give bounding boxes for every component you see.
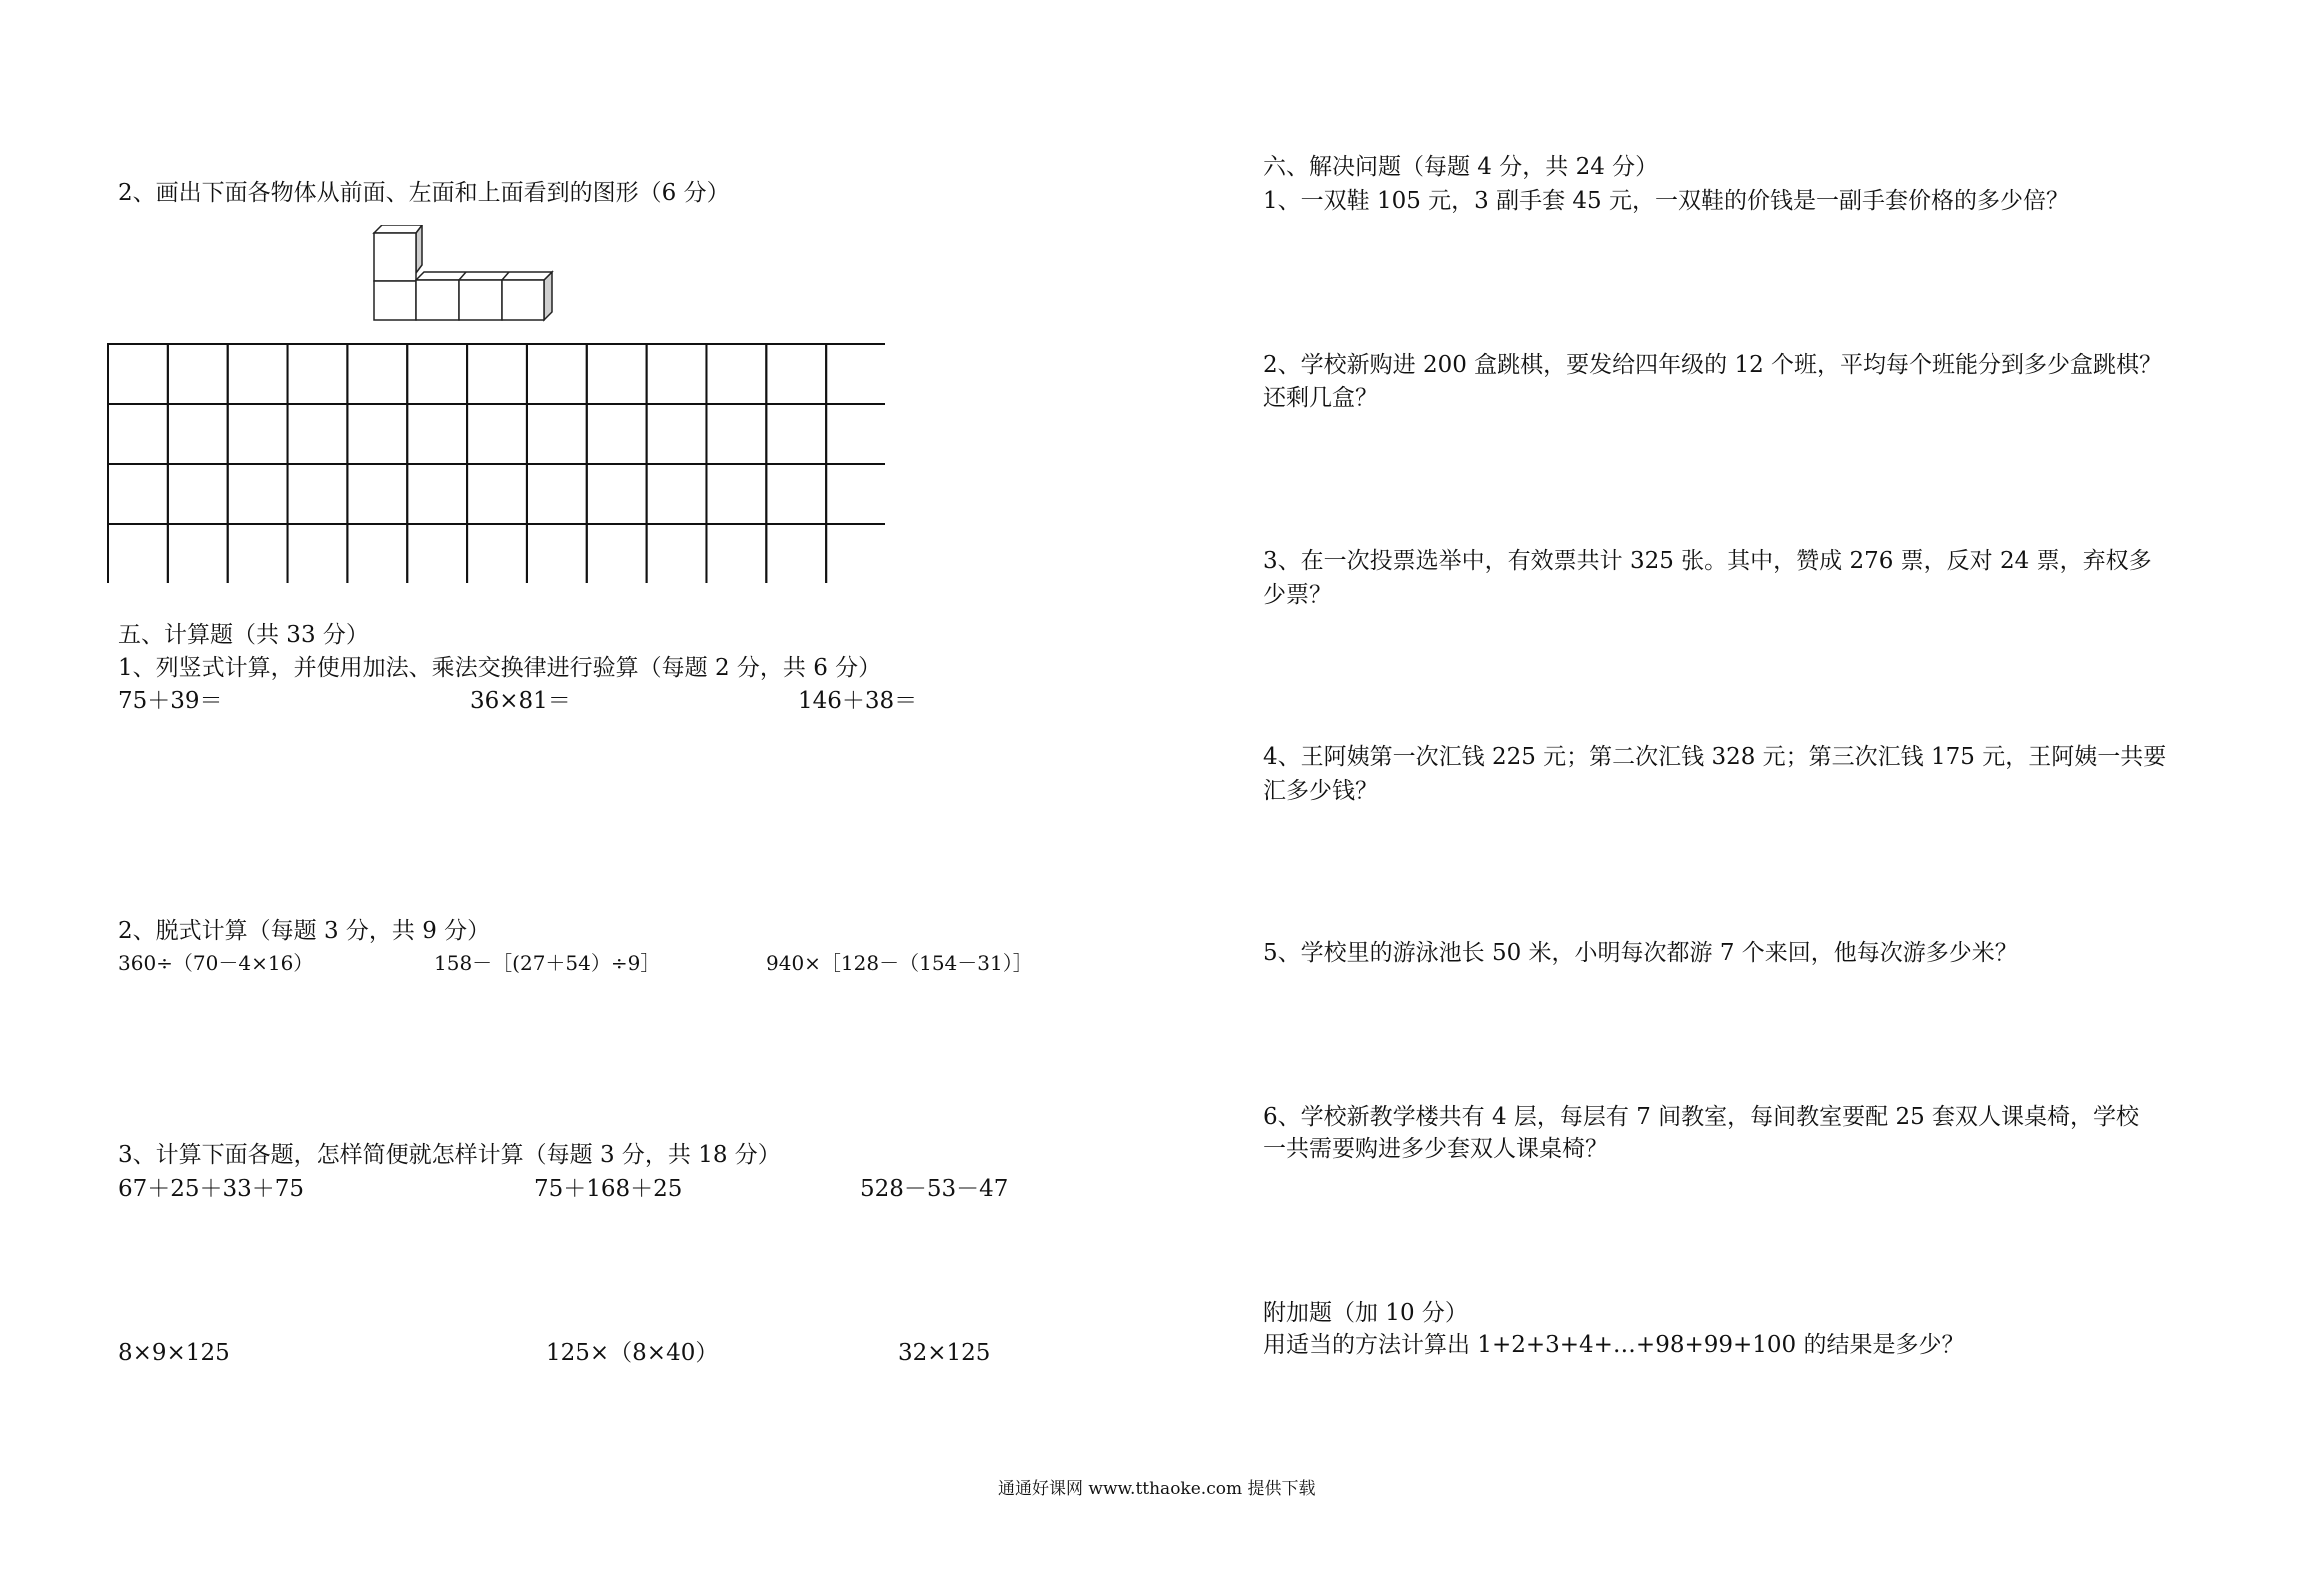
grid-cell <box>168 464 228 524</box>
grid-cell <box>527 344 587 404</box>
grid-cell <box>347 464 407 524</box>
grid-cell <box>407 524 467 583</box>
grid-cell <box>467 404 527 464</box>
grid-cell <box>647 344 707 404</box>
simple-calc-title: 3、计算下面各题，怎样简便就怎样计算（每题 3 分，共 18 分） <box>118 1142 781 1168</box>
problem-4-line-2: 汇多少钱？ <box>1263 778 1378 804</box>
grid-cell <box>347 344 407 404</box>
grid-cell <box>288 404 348 464</box>
grid-cell <box>168 524 228 583</box>
step-calc-item-3: 940×［128－（154－31）］ <box>766 951 1033 975</box>
problem-6-line-2: 一共需要购进多少套双人课桌椅？ <box>1263 1136 1608 1162</box>
grid-cell <box>347 524 407 583</box>
problem-3-line-1: 3、在一次投票选举中，有效票共计 325 张。其中，赞成 276 票，反对 24 票，弃权多 <box>1263 548 2152 574</box>
grid-cell <box>587 404 647 464</box>
grid-cell <box>108 344 168 404</box>
step-calc-title: 2、脱式计算（每题 3 分，共 9 分） <box>118 918 491 944</box>
grid-cell <box>407 464 467 524</box>
problem-6-line-1: 6、学校新教学楼共有 4 层，每层有 7 间教室，每间教室要配 25 套双人课桌椅，学校 <box>1263 1104 2140 1130</box>
grid-cell <box>826 344 885 404</box>
grid-cell <box>228 404 288 464</box>
grid-cell <box>587 524 647 583</box>
grid-cell <box>288 344 348 404</box>
grid-cell <box>288 464 348 524</box>
grid-cell <box>826 464 885 524</box>
simple-calc-item-3: 528－53－47 <box>860 1176 1009 1202</box>
grid-cell <box>108 464 168 524</box>
grid-cell <box>527 404 587 464</box>
grid-cell <box>766 404 826 464</box>
grid-cell <box>467 524 527 583</box>
simple-calc-item-5: 125×（8×40） <box>546 1340 719 1366</box>
grid-cell <box>527 524 587 583</box>
vertical-calc-item-1: 75＋39＝ <box>118 688 223 714</box>
grid-cell <box>647 404 707 464</box>
grid-cell <box>766 524 826 583</box>
grid-cell <box>826 524 885 583</box>
problem-5: 5、学校里的游泳池长 50 米，小明每次都游 7 个来回，他每次游多少米？ <box>1263 940 2018 966</box>
footer-credit: 通通好课网 www.tthaoke.com 提供下载 <box>998 1479 1316 1499</box>
simple-calc-item-2: 75＋168＋25 <box>534 1176 683 1202</box>
step-calc-item-2: 158－［(27＋54）÷9］ <box>434 951 661 975</box>
grid-cell <box>587 344 647 404</box>
grid-cell <box>168 404 228 464</box>
problem-1: 1、一双鞋 105 元，3 副手套 45 元，一双鞋的价钱是一副手套价格的多少倍？ <box>1263 188 2069 214</box>
grid-cell <box>407 344 467 404</box>
step-calc-item-1: 360÷（70－4×16） <box>118 951 314 975</box>
grid-cell <box>826 404 885 464</box>
grid-cell <box>347 404 407 464</box>
grid-cell <box>706 464 766 524</box>
grid-cell <box>467 464 527 524</box>
grid-cell <box>228 344 288 404</box>
grid-cell <box>647 524 707 583</box>
grid-cell <box>706 344 766 404</box>
q2-title: 2、画出下面各物体从前面、左面和上面看到的图形（6 分） <box>118 180 730 206</box>
grid-cell <box>766 464 826 524</box>
section-6-title: 六、解决问题（每题 4 分，共 24 分） <box>1263 154 1659 180</box>
vertical-calc-title: 1、列竖式计算，并使用加法、乘法交换律进行验算（每题 2 分，共 6 分） <box>118 655 882 681</box>
grid-cell <box>706 404 766 464</box>
problem-2-line-1: 2、学校新购进 200 盒跳棋，要发给四年级的 12 个班，平均每个班能分到多少盒跳棋？ <box>1263 352 2163 378</box>
grid-cell <box>467 344 527 404</box>
section-5-title: 五、计算题（共 33 分） <box>118 622 369 648</box>
problem-4-line-1: 4、王阿姨第一次汇钱 225 元；第二次汇钱 328 元；第三次汇钱 175 元，王阿姨一共要 <box>1263 744 2167 770</box>
bonus-text: 用适当的方法计算出 1+2+3+4+…+98+99+100 的结果是多少？ <box>1263 1332 1965 1358</box>
grid-cell <box>108 524 168 583</box>
grid-cell <box>527 464 587 524</box>
grid-cell <box>587 464 647 524</box>
grid-cell <box>288 524 348 583</box>
grid-cell <box>228 524 288 583</box>
simple-calc-item-1: 67＋25＋33＋75 <box>118 1176 305 1202</box>
cube-figure <box>362 225 554 330</box>
grid-cell <box>168 344 228 404</box>
grid-cell <box>647 464 707 524</box>
vertical-calc-item-2: 36×81＝ <box>470 688 571 714</box>
simple-calc-item-6: 32×125 <box>898 1340 991 1366</box>
drawing-grid <box>107 343 885 583</box>
grid-cell <box>766 344 826 404</box>
vertical-calc-item-3: 146＋38＝ <box>798 688 918 714</box>
grid-cell <box>706 524 766 583</box>
problem-3-line-2: 少票？ <box>1263 582 1332 608</box>
simple-calc-item-4: 8×9×125 <box>118 1340 230 1366</box>
bonus-title: 附加题（加 10 分） <box>1263 1300 1468 1326</box>
problem-2-line-2: 还剩几盒？ <box>1263 385 1378 411</box>
grid-cell <box>228 464 288 524</box>
grid-cell <box>108 404 168 464</box>
grid-cell <box>407 404 467 464</box>
